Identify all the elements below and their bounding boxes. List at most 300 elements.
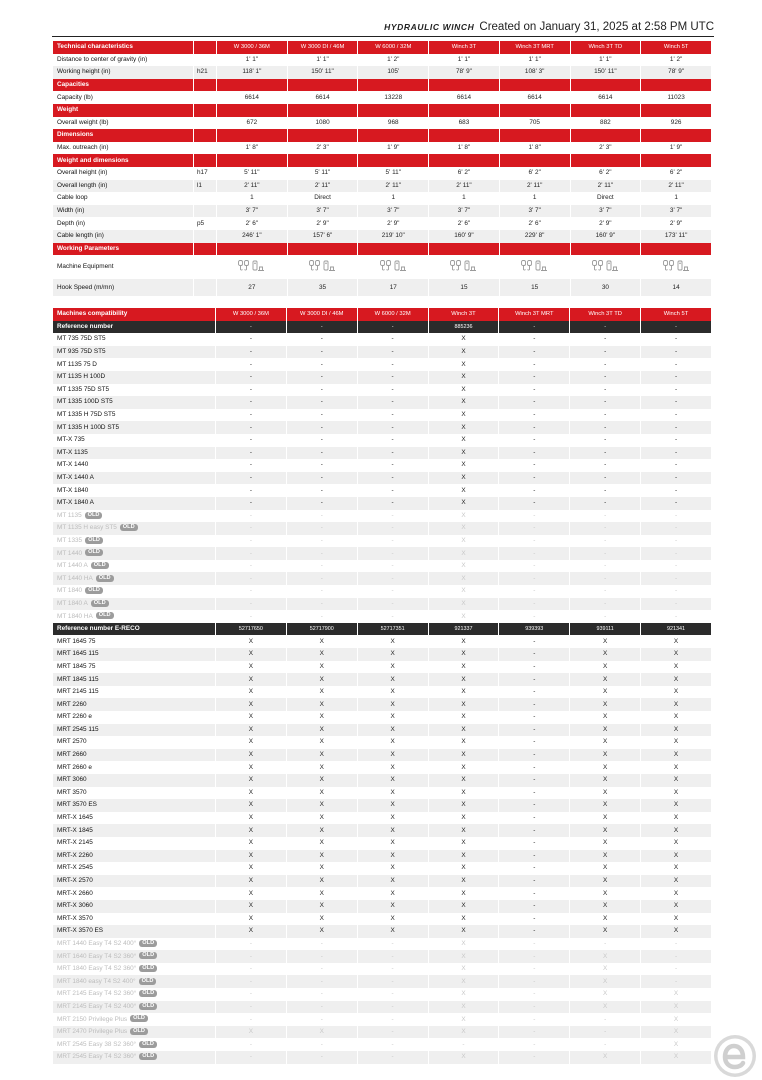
compatibility-mark: - [499,610,569,623]
machine-name: MT 735 75D ST5 [57,335,106,343]
spec-row-width-in [53,205,711,218]
spec-label: Width (in) [53,205,193,218]
compatibility-mark: - [287,585,357,598]
model-column-header [641,104,711,117]
compatibility-mark: - [216,598,286,611]
machine-row [53,1038,711,1051]
compatibility-mark: X [570,812,640,825]
spec-code: h17 [194,167,216,180]
spec-row-overall-height-in [53,167,711,180]
spec-value: 1' 8" [429,142,499,155]
machine-name: MRT-X 1645 [57,814,93,822]
compatibility-mark: X [287,635,357,648]
spec-value: 6614 [500,91,570,104]
compatibility-mark: X [641,698,711,711]
spec-value: 1 [641,192,711,205]
old-badge: OLD [91,562,109,569]
dual-hook-icon [238,260,249,272]
machine-label [53,724,215,737]
spec-label: Cable loop [53,192,193,205]
model-column-header [358,243,428,256]
compatibility-mark: - [641,522,711,535]
technical-characteristics-table [52,41,712,296]
model-column-header [571,129,641,142]
compatibility-mark: - [641,384,711,397]
compatibility-mark: X [641,648,711,661]
compatibility-mark: - [499,850,569,863]
model-column-header [500,154,570,167]
compatibility-mark: - [499,598,569,611]
compatibility-mark: - [358,434,428,447]
machine-name: MT 1840 [57,587,83,595]
compatibility-mark: X [358,661,428,674]
compatibility-mark: X [216,913,286,926]
machine-row [53,384,711,397]
compatibility-mark: - [499,1001,569,1014]
machine-row [53,799,711,812]
spec-row-machine-equipment [53,255,711,279]
machine-row [53,661,711,674]
compatibility-mark: - [641,333,711,346]
machine-label [53,975,215,988]
old-badge: OLD [85,512,103,519]
spec-code: h21 [194,66,216,79]
machine-label [53,384,215,397]
machine-label [53,686,215,699]
section-header-dimensions [53,129,711,142]
machines-compatibility-table [52,308,712,1064]
compatibility-mark: - [499,648,569,661]
compatibility-mark: X [358,787,428,800]
machine-label [53,358,215,371]
compatibility-mark: X [570,850,640,863]
spec-code [194,142,216,155]
compatibility-mark: X [216,925,286,938]
compatibility-mark: - [499,938,569,951]
compatibility-mark: - [641,484,711,497]
compatibility-mark: X [641,749,711,762]
compatibility-mark: - [358,1051,428,1064]
machine-equipment-icons [521,260,548,272]
model-column-header [358,129,428,142]
machine-label [53,484,215,497]
machine-label [53,673,215,686]
compatibility-mark: - [287,535,357,548]
compatibility-mark: X [216,774,286,787]
compatibility-mark: - [358,497,428,510]
compatibility-mark: X [358,648,428,661]
compatibility-mark: X [429,724,499,737]
machine-row [53,610,711,623]
spec-row-depth-in [53,217,711,230]
compatibility-mark: - [216,1051,286,1064]
machine-label [53,459,215,472]
compatibility-mark: - [641,572,711,585]
spec-value: 882 [571,117,641,130]
compatibility-mark: X [216,862,286,875]
compatibility-mark: - [570,535,640,548]
spec-value: 1 [429,192,499,205]
reference-number: 52717900 [287,623,357,636]
compatibility-mark: X [570,1001,640,1014]
compatibility-mark: - [499,1051,569,1064]
machine-name: MT 1335 100D ST5 [57,398,113,406]
machine-label [53,799,215,812]
spec-label: Working height (in) [53,66,193,79]
machine-label [53,396,215,409]
spec-code [194,104,216,117]
compatibility-mark: X [570,686,640,699]
compatibility-mark: - [358,598,428,611]
machine-name: MRT 2145 Easy T4 S2 400° [57,1002,137,1010]
compatibility-mark: - [570,938,640,951]
spec-value: 150' 11" [571,66,641,79]
compatibility-mark: - [499,686,569,699]
compatibility-mark: X [358,887,428,900]
machine-label [53,560,215,573]
compatibility-mark: - [216,346,286,359]
compatibility-mark: - [287,484,357,497]
compatibility-mark: X [641,774,711,787]
compatibility-mark: - [358,472,428,485]
compatibility-mark: X [429,610,499,623]
compatibility-mark: X [429,547,499,560]
compatibility-mark: X [429,975,499,988]
compatibility-mark: - [358,585,428,598]
compatibility-mark: X [570,724,640,737]
reference-number: - [287,321,357,334]
spec-value: 2' 6" [500,217,570,230]
spec-value: 3' 7" [571,205,641,218]
spec-row-distance-to-center-of-gravity-in [53,54,711,67]
reference-number: - [499,321,569,334]
compatibility-mark: - [287,988,357,1001]
machine-label [53,434,215,447]
compatibility-mark: - [499,510,569,523]
machine-label [53,963,215,976]
machine-name: MT 1135 [57,511,82,519]
compatibility-mark: - [499,761,569,774]
compatibility-mark: X [429,598,499,611]
reference-number: 52717351 [358,623,428,636]
old-badge: OLD [139,1053,157,1060]
machine-label [53,988,215,1001]
machine-row [53,975,711,988]
compatibility-mark: X [570,875,640,888]
compatibility-mark: - [358,1001,428,1014]
compatibility-mark: X [216,711,286,724]
compatibility-mark: - [499,434,569,447]
remote-control-icon [252,260,265,272]
compatibility-mark: - [570,1013,640,1026]
compatibility-mark: X [358,875,428,888]
compatibility-mark: - [499,925,569,938]
compatibility-mark: X [358,761,428,774]
compatibility-mark: X [216,1026,286,1039]
compatibility-mark: - [287,421,357,434]
model-column-header: Winch 5T [641,308,711,321]
compatibility-mark: X [641,787,711,800]
compatibility-mark: X [429,913,499,926]
spec-value: 157' 6" [288,230,358,243]
compatibility-mark: - [216,497,286,510]
compatibility-mark: X [216,887,286,900]
machine-equipment-icons [309,260,336,272]
spec-label: Overall weight (lb) [53,117,193,130]
machine-equipment-icons [592,260,619,272]
compatibility-mark: - [287,610,357,623]
dual-hook-icon [450,260,461,272]
compatibility-mark: X [429,761,499,774]
compatibility-mark: X [216,787,286,800]
machine-name: MRT 1645 75 [57,637,96,645]
compatibility-mark: - [499,535,569,548]
compatibility-mark: X [358,862,428,875]
spec-value: 219' 10" [358,230,428,243]
compatibility-mark: X [429,497,499,510]
compatibility-mark: X [287,925,357,938]
machine-row [53,572,711,585]
compatibility-mark: - [358,522,428,535]
model-column-header [571,243,641,256]
compatibility-mark: X [570,988,640,1001]
machine-name: MT 1135 H easy ST5 [57,524,117,532]
compatibility-mark: - [641,938,711,951]
compatibility-mark: - [499,887,569,900]
compatibility-mark: X [216,824,286,837]
compatibility-mark: - [641,963,711,976]
compatibility-mark: - [641,547,711,560]
spec-value: 6614 [429,91,499,104]
compatibility-mark: - [570,358,640,371]
spec-value: 2' 6" [217,217,287,230]
compatibility-mark: X [641,824,711,837]
compatibility-mark: X [570,673,640,686]
compatibility-mark: X [287,686,357,699]
section-header-technical-characteristics [53,41,711,54]
compatibility-mark: X [429,988,499,1001]
compatibility-mark: X [358,812,428,825]
model-column-header: W 3000 / 36M [217,41,287,54]
created-timestamp: Created on January 31, 2025 at 2:58 PM UTC [479,21,714,33]
spec-value: 6614 [288,91,358,104]
machine-name: MRT 2150 Privilege Plus [57,1015,128,1023]
reference-number: - [570,321,640,334]
spec-value: 2' 9" [358,217,428,230]
old-badge: OLD [130,1015,148,1022]
compatibility-mark: - [499,875,569,888]
spec-value: 14 [641,279,711,296]
machine-row [53,472,711,485]
machine-row [53,963,711,976]
compatibility-mark: - [216,333,286,346]
compatibility-mark: - [287,975,357,988]
compatibility-mark: X [570,975,640,988]
compatibility-mark: X [429,522,499,535]
compatibility-mark: X [216,761,286,774]
compatibility-mark: - [499,346,569,359]
compatibility-mark: - [570,1038,640,1051]
machine-label [53,421,215,434]
compatibility-mark: X [287,1026,357,1039]
compatibility-mark: - [216,585,286,598]
old-badge: OLD [85,537,103,544]
compatibility-mark: - [216,421,286,434]
compatibility-mark: - [358,560,428,573]
spec-value: 1 [358,192,428,205]
old-badge: OLD [91,600,109,607]
machine-label [53,648,215,661]
compatibility-mark: X [429,346,499,359]
compatibility-mark: X [429,938,499,951]
machine-row [53,724,711,737]
remote-control-icon [677,260,690,272]
compatibility-mark: X [287,749,357,762]
compatibility-mark: - [499,950,569,963]
machine-row [53,736,711,749]
compatibility-mark: - [499,774,569,787]
compatibility-mark: - [499,698,569,711]
machine-row [53,522,711,535]
machine-name: MRT 2570 [57,738,87,746]
machine-label [53,572,215,585]
compatibility-mark: - [216,1038,286,1051]
compatibility-mark: X [358,736,428,749]
machine-name: MT 1840 HA [57,612,93,620]
machine-label [53,409,215,422]
spec-value: Direct [288,192,358,205]
spec-value: 672 [217,117,287,130]
machine-row [53,887,711,900]
machine-name: MT 1335 [57,536,83,544]
compatibility-mark: X [429,963,499,976]
model-column-header [288,79,358,92]
compatibility-mark: - [216,610,286,623]
spec-label: Cable length (in) [53,230,193,243]
spec-value: 27 [217,279,287,296]
spec-value: 2' 9" [641,217,711,230]
spec-value: 30 [571,279,641,296]
compatibility-mark: X [216,648,286,661]
spec-value: 5' 11" [288,167,358,180]
machine-label [53,787,215,800]
model-column-header [358,79,428,92]
compatibility-mark: - [499,1013,569,1026]
compatibility-mark: - [570,472,640,485]
spec-value: 6' 2" [571,167,641,180]
compatibility-mark: X [641,850,711,863]
compatibility-mark: X [429,384,499,397]
machine-name: MRT 2545 Easy 38 S2 360° [57,1040,137,1048]
old-badge: OLD [85,587,103,594]
machine-row [53,635,711,648]
compatibility-mark: - [641,358,711,371]
spec-value: 3' 7" [358,205,428,218]
compatibility-mark: X [429,950,499,963]
compatibility-mark: X [641,736,711,749]
compatibility-mark: - [216,1013,286,1026]
machine-label [53,761,215,774]
dual-hook-icon [309,260,320,272]
compatibility-mark: - [287,384,357,397]
compatibility-mark: X [570,711,640,724]
compatibility-mark: X [429,560,499,573]
compatibility-mark: - [499,572,569,585]
compatibility-mark: - [358,547,428,560]
reference-number: 885236 [429,321,499,334]
machine-name: MT-X 1440 [57,461,89,469]
compatibility-mark: - [358,572,428,585]
compatibility-mark: X [570,661,640,674]
model-column-header [571,79,641,92]
old-badge: OLD [139,965,157,972]
spec-code [194,54,216,67]
section-header-weight [53,104,711,117]
machine-row [53,1026,711,1039]
spec-value: 683 [429,117,499,130]
compatibility-mark: - [287,572,357,585]
compatibility-mark: - [287,371,357,384]
compatibility-mark: X [216,686,286,699]
machine-name: MRT 3570 ES [57,801,97,809]
machine-row [53,535,711,548]
compatibility-mark: - [570,585,640,598]
machine-row [53,1001,711,1014]
compatibility-mark: - [641,975,711,988]
compatibility-mark: X [216,698,286,711]
model-column-header [288,154,358,167]
compatibility-mark: - [287,522,357,535]
compatibility-mark: X [287,900,357,913]
spec-value: 1080 [288,117,358,130]
section-title: Capacities [53,79,193,92]
compatibility-mark: X [570,799,640,812]
compatibility-mark: - [499,988,569,1001]
machine-label [53,497,215,510]
model-column-header [358,154,428,167]
model-column-header [429,243,499,256]
machine-name: MRT 1645 115 [57,650,99,658]
compatibility-mark: - [499,799,569,812]
machine-label [53,472,215,485]
compatibility-mark: X [429,686,499,699]
compatibility-mark: X [216,900,286,913]
machine-equipment-icons [380,260,407,272]
compatibility-mark: - [499,749,569,762]
machine-row [53,850,711,863]
compatibility-mark: - [499,384,569,397]
compatibility-mark: - [287,497,357,510]
compatibility-mark: X [641,1013,711,1026]
compatibility-mark: - [358,963,428,976]
compatibility-mark: - [570,572,640,585]
machine-label [53,837,215,850]
compatibility-mark: X [641,875,711,888]
spec-code: p5 [194,217,216,230]
product-name: HYDRAULIC WINCH [384,22,475,32]
compatibility-mark: X [570,698,640,711]
machine-row [53,560,711,573]
compatibility-mark: - [358,447,428,460]
compatibility-mark: X [429,1013,499,1026]
spec-value: 160' 9" [429,230,499,243]
spec-value: 1' 9" [358,142,428,155]
section-header-capacities [53,79,711,92]
compatibility-mark: - [641,396,711,409]
compatibility-mark: X [429,333,499,346]
compatibility-mark: X [216,673,286,686]
compatibility-mark: - [216,560,286,573]
